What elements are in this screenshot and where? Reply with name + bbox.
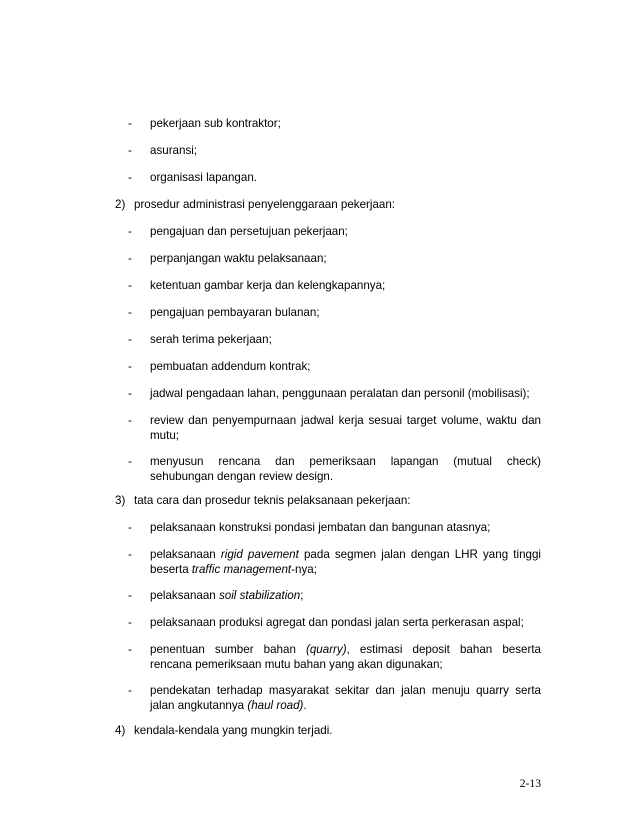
text-run: -nya; xyxy=(291,562,317,576)
list-item-text: perpanjangan waktu pelaksanaan; xyxy=(150,252,327,265)
italic-term: traffic management xyxy=(191,562,292,576)
italic-term: soil stabilization xyxy=(218,589,301,602)
text-run: penentuan sumber bahan xyxy=(150,643,306,656)
list-item-text: ketentuan gambar kerja dan kelengkapannya; xyxy=(150,279,386,292)
list-item-text: pekerjaan sub kontraktor; xyxy=(150,117,281,130)
bullet-dash: - xyxy=(128,455,132,468)
list-item-text-line xyxy=(150,643,541,658)
italic-term: (haul road) xyxy=(247,698,304,712)
list-item-text-line xyxy=(150,699,541,714)
page-number: 2-13 xyxy=(519,777,541,790)
bullet-dash: - xyxy=(128,643,132,656)
list-item-text: serah terima pekerjaan; xyxy=(150,333,272,346)
text-run: pelaksanaan xyxy=(150,589,219,602)
list-item-text: pembuatan addendum kontrak; xyxy=(150,360,311,373)
list-item-text-line: menyusun rencana dan pemeriksaan lapangan (mutual check) xyxy=(150,455,541,468)
list-item-text: pengajuan dan persetujuan pekerjaan; xyxy=(150,225,348,238)
list-item-text-line: pendekatan terhadap masyarakat sekitar dan jalan menuju quarry serta xyxy=(150,684,541,697)
list-item xyxy=(128,548,541,577)
list-item xyxy=(128,521,541,536)
bullet-dash: - xyxy=(128,589,132,602)
list-item xyxy=(128,252,541,267)
list-item xyxy=(128,455,541,484)
list-item-text-line xyxy=(150,548,541,563)
bullet-dash: - xyxy=(128,144,132,157)
list-item-text-line: mutu; xyxy=(150,428,179,442)
bullet-dash: - xyxy=(128,548,132,561)
bullet-dash: - xyxy=(128,252,132,265)
italic-term: (quarry) xyxy=(305,643,347,656)
list-item-text: pengajuan pembayaran bulanan; xyxy=(150,306,320,319)
list-item-text: organisasi lapangan. xyxy=(150,171,257,184)
text-run: pelaksanaan xyxy=(150,548,221,561)
list-item-text: asuransi; xyxy=(150,144,198,157)
list-item xyxy=(128,225,541,240)
text-run: . xyxy=(303,698,307,712)
bullet-dash: - xyxy=(128,333,132,346)
list-item xyxy=(128,684,541,713)
text-run: beserta xyxy=(150,562,192,576)
list-item xyxy=(128,279,541,294)
list-item-text-line xyxy=(150,563,541,578)
list-item xyxy=(128,117,541,132)
item-number: 4) xyxy=(115,724,126,737)
list-item-text-line: review dan penyempurnaan jadwal kerja sesuai target volume, waktu dan xyxy=(150,414,541,427)
list-item xyxy=(128,171,541,186)
text-run: , estimasi deposit bahan beserta xyxy=(346,643,541,656)
text-run: pada segmen jalan dengan LHR yang tinggi xyxy=(298,548,541,561)
list-item xyxy=(128,144,541,159)
text-run: jalan angkutannya xyxy=(150,698,248,712)
list-item xyxy=(128,387,541,402)
numbered-item-text: tata cara dan prosedur teknis pelaksanaan pekerjaan: xyxy=(134,494,411,507)
bullet-dash: - xyxy=(128,521,132,534)
item-number: 2) xyxy=(115,198,126,211)
list-item-text: pelaksanaan produksi agregat dan pondasi jalan serta perkerasan aspal; xyxy=(150,616,524,629)
list-item-text-line: rencana pemeriksaan mutu bahan yang akan digunakan; xyxy=(150,657,443,671)
bullet-dash: - xyxy=(128,225,132,238)
bullet-dash: - xyxy=(128,306,132,319)
list-item-text: jadwal pengadaan lahan, penggunaan peralatan dan personil (mobilisasi); xyxy=(150,387,530,400)
list-item-text: pelaksanaan konstruksi pondasi jembatan dan bangunan atasnya; xyxy=(150,521,491,534)
numbered-item-text: kendala-kendala yang mungkin terjadi. xyxy=(134,724,333,737)
bullet-dash: - xyxy=(128,171,132,184)
bullet-dash: - xyxy=(128,387,132,400)
item-number: 3) xyxy=(115,494,126,507)
bullet-dash: - xyxy=(128,360,132,373)
list-item xyxy=(128,589,541,604)
list-item xyxy=(128,333,541,348)
bullet-dash: - xyxy=(128,414,132,427)
list-item xyxy=(128,360,541,375)
list-item xyxy=(128,643,541,672)
list-item-text-line: sehubungan dengan review design. xyxy=(150,469,334,483)
list-item xyxy=(128,414,541,443)
list-item-text xyxy=(150,589,541,604)
text-run: ; xyxy=(300,589,304,602)
bullet-dash: - xyxy=(128,616,132,629)
bullet-dash: - xyxy=(128,684,132,697)
bullet-dash: - xyxy=(128,279,132,292)
bullet-dash: - xyxy=(128,117,132,130)
list-item xyxy=(128,306,541,321)
numbered-item-text: prosedur administrasi penyelenggaraan pekerjaan: xyxy=(134,198,396,211)
list-item xyxy=(128,616,541,631)
italic-term: rigid pavement xyxy=(220,548,299,561)
